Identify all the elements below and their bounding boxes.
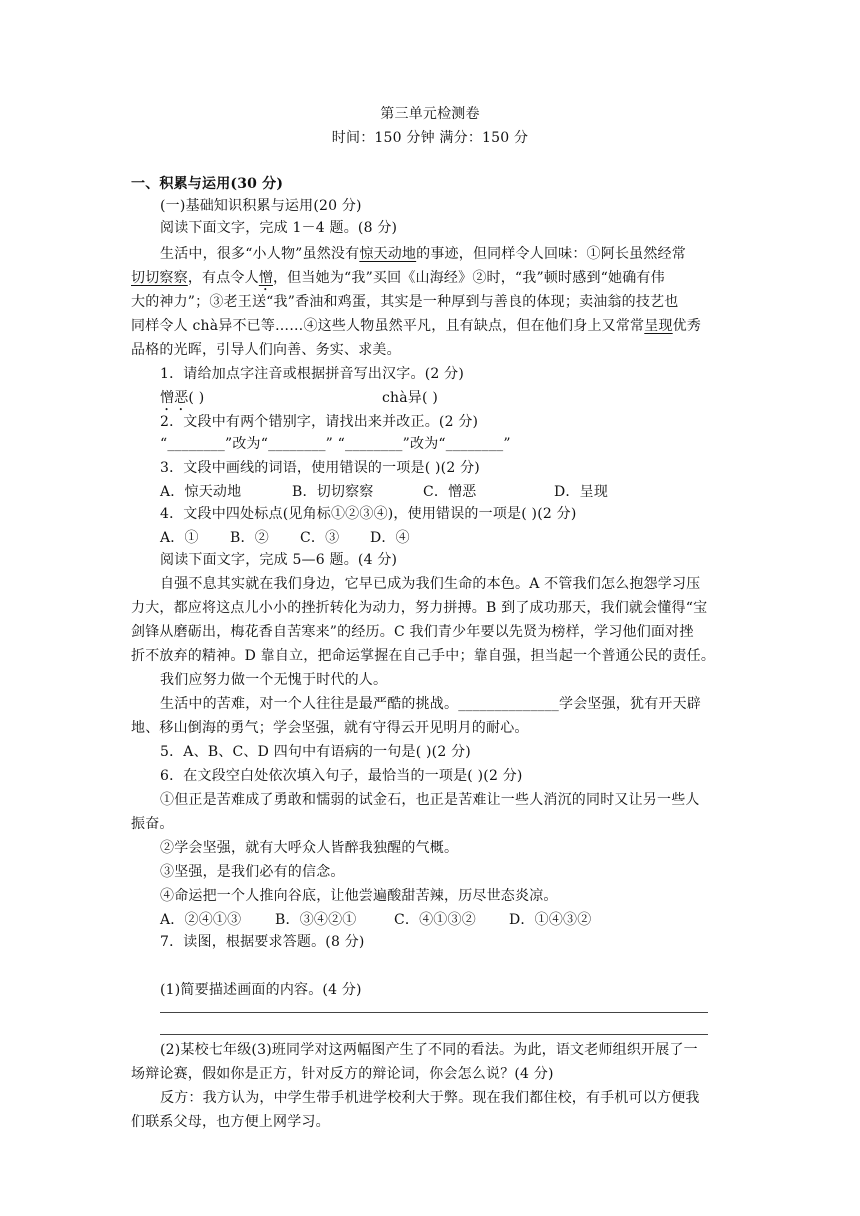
q6-option-d: D．①④③② (509, 912, 592, 928)
question-5: 5．A、B、C、D 四句中有语病的一句是( )(2 分) (160, 744, 471, 760)
passage2-line-5: 我们应努力做一个无愧于时代的人。 (160, 672, 388, 688)
question-2-blanks: “________”改为“________” “________”改为“________” (160, 436, 511, 452)
passage1-line-3: 大的神力”；③老王送“我”香油和鸡蛋，其实是一种厚到与善良的体现；卖油翁的技艺也 (131, 294, 679, 310)
underlined-word: 切切察察 (131, 270, 188, 286)
underlined-word: 惊天动地 (359, 246, 417, 262)
question-6: 6．在文段空白处依次填入句子，最恰当的一项是( )(2 分) (160, 768, 523, 784)
question-1-answer-b: chà异( ) (382, 390, 438, 406)
question-2: 2．文段中有两个错别字，请找出来并改正。(2 分) (160, 414, 479, 430)
q6-option-a: A．②④①③ (160, 912, 242, 928)
question-3: 3．文段中画线的词语，使用错误的一项是( )(2 分) (160, 460, 480, 476)
text-segment: ，有点令人 (187, 270, 259, 286)
section-heading: 一、积累与运用(30 分) (131, 176, 284, 192)
question-7-part-2-cont: 场辩论赛，假如你是正方，针对反方的辩论词，你会怎么说？(4 分) (131, 1066, 554, 1082)
q4-option-a: A．① (160, 530, 199, 546)
answer-line (160, 1034, 708, 1035)
passage2-line-6: 生活中的苦难，对一个人往往是最严酷的挑战。______________学会坚强，犹有开天辟 (160, 696, 701, 712)
text-segment: 同样令人 chà异不已等……④这些人物虽然平凡，且有缺点，但在他们身上又常常 (131, 318, 645, 334)
q4-option-c: C．③ (300, 530, 340, 546)
page-title: 第三单元检测卷 (380, 106, 480, 122)
passage1-line-4 (131, 315, 731, 337)
passage2-line-3: 剑锋从磨砺出，梅花香自苦寒来”的经历。C 我们青少年要以先贤为榜样，学习他们面对挫 (131, 624, 694, 640)
question-7-part-2: (2)某校七年级(3)班同学对这两幅图产生了不同的看法。为此，语文老师组织开展了一 (160, 1042, 698, 1058)
q3-option-b: B．切切察察 (292, 484, 374, 500)
q3-option-c: C．憎恶 (423, 484, 477, 500)
q6-item-4: ④命运把一个人推向谷底，让他尝遍酸甜苦辣，历尽世态炎凉。 (160, 888, 558, 904)
text-segment: 的事迹，但同样令人回味：①阿长虽然经常 (416, 246, 686, 262)
answer-line (160, 1012, 708, 1013)
subsection-heading: (一)基础知识积累与运用(20 分) (160, 198, 362, 214)
question-4: 4．文段中四处标点(见角标①②③④)，使用错误的一项是( )(2 分) (160, 506, 577, 522)
exam-time-score: 时间：150 分钟 满分：150 分 (331, 130, 529, 146)
passage1-line-2 (131, 267, 731, 294)
underlined-word: 呈现 (644, 318, 673, 334)
opponent-argument-cont: 们联系父母，也方便上网学习。 (131, 1114, 330, 1130)
dotted-character: 憎 (258, 270, 274, 286)
q6-item-3: ③坚强，是我们必有的信念。 (160, 864, 345, 880)
passage2-line-1: 自强不息其实就在我们身边，它早已成为我们生命的本色。A 不管我们怎么抱怨学习压 (160, 576, 701, 592)
passage1-line-5: 品格的光晖，引导人们向善、务实、求美。 (131, 342, 401, 358)
passage2-line-2: 力大，都应将这点儿小小的挫折转化为动力，努力拼搏。B 到了成功那天，我们就会懂得“宝 (131, 600, 708, 616)
reading-intro-2: 阅读下面文字，完成 5—6 题。(4 分) (160, 552, 398, 568)
dotted-word: 憎恶( ) (160, 390, 205, 406)
q3-option-a: A．惊天动地 (160, 484, 242, 500)
question-1: 1．请给加点字注音或根据拼音写出汉字。(2 分) (160, 366, 464, 382)
opponent-argument: 反方：我方认为，中学生带手机进学校利大于弊。现在我们都住校，有手机可以方便我 (160, 1090, 700, 1106)
question-7-part-1: (1)简要描述画面的内容。(4 分) (160, 982, 362, 998)
q6-item-1: ①但正是苦难成了勇敢和懦弱的试金石，也正是苦难让一些人消沉的同时又让另一些人 (160, 792, 700, 808)
reading-intro-1: 阅读下面文字，完成 1－4 题。(8 分) (160, 220, 398, 236)
q3-option-d: D．呈现 (554, 484, 609, 500)
passage1-line-1 (160, 243, 760, 265)
q6-option-c: C．④①③② (394, 912, 476, 928)
text-segment: 生活中，很多“小人物”虽然没有 (160, 246, 360, 262)
q4-option-b: B．② (230, 530, 269, 546)
passage2-line-7: 地、移山倒海的勇气；学会坚强，就有守得云开见明月的耐心。 (131, 720, 529, 736)
q6-option-b: B．③④②① (275, 912, 357, 928)
q6-item-2: ②学会坚强，就有大呼众人皆醉我独醒的气概。 (160, 840, 459, 856)
text-segment: 优秀 (672, 318, 702, 334)
q4-option-d: D．④ (370, 530, 410, 546)
text-segment: ，但当她为“我”买回《山海经》②时，“我”顿时感到“她确有伟 (273, 270, 665, 286)
passage2-line-4: 折不放弃的精神。D 靠自立，把命运掌握在自己手中；靠自强，担当起一个普通公民的责任。 (131, 648, 716, 664)
question-7: 7．读图，根据要求答题。(8 分) (160, 934, 365, 950)
q6-item-1-cont: 振奋。 (131, 816, 174, 832)
